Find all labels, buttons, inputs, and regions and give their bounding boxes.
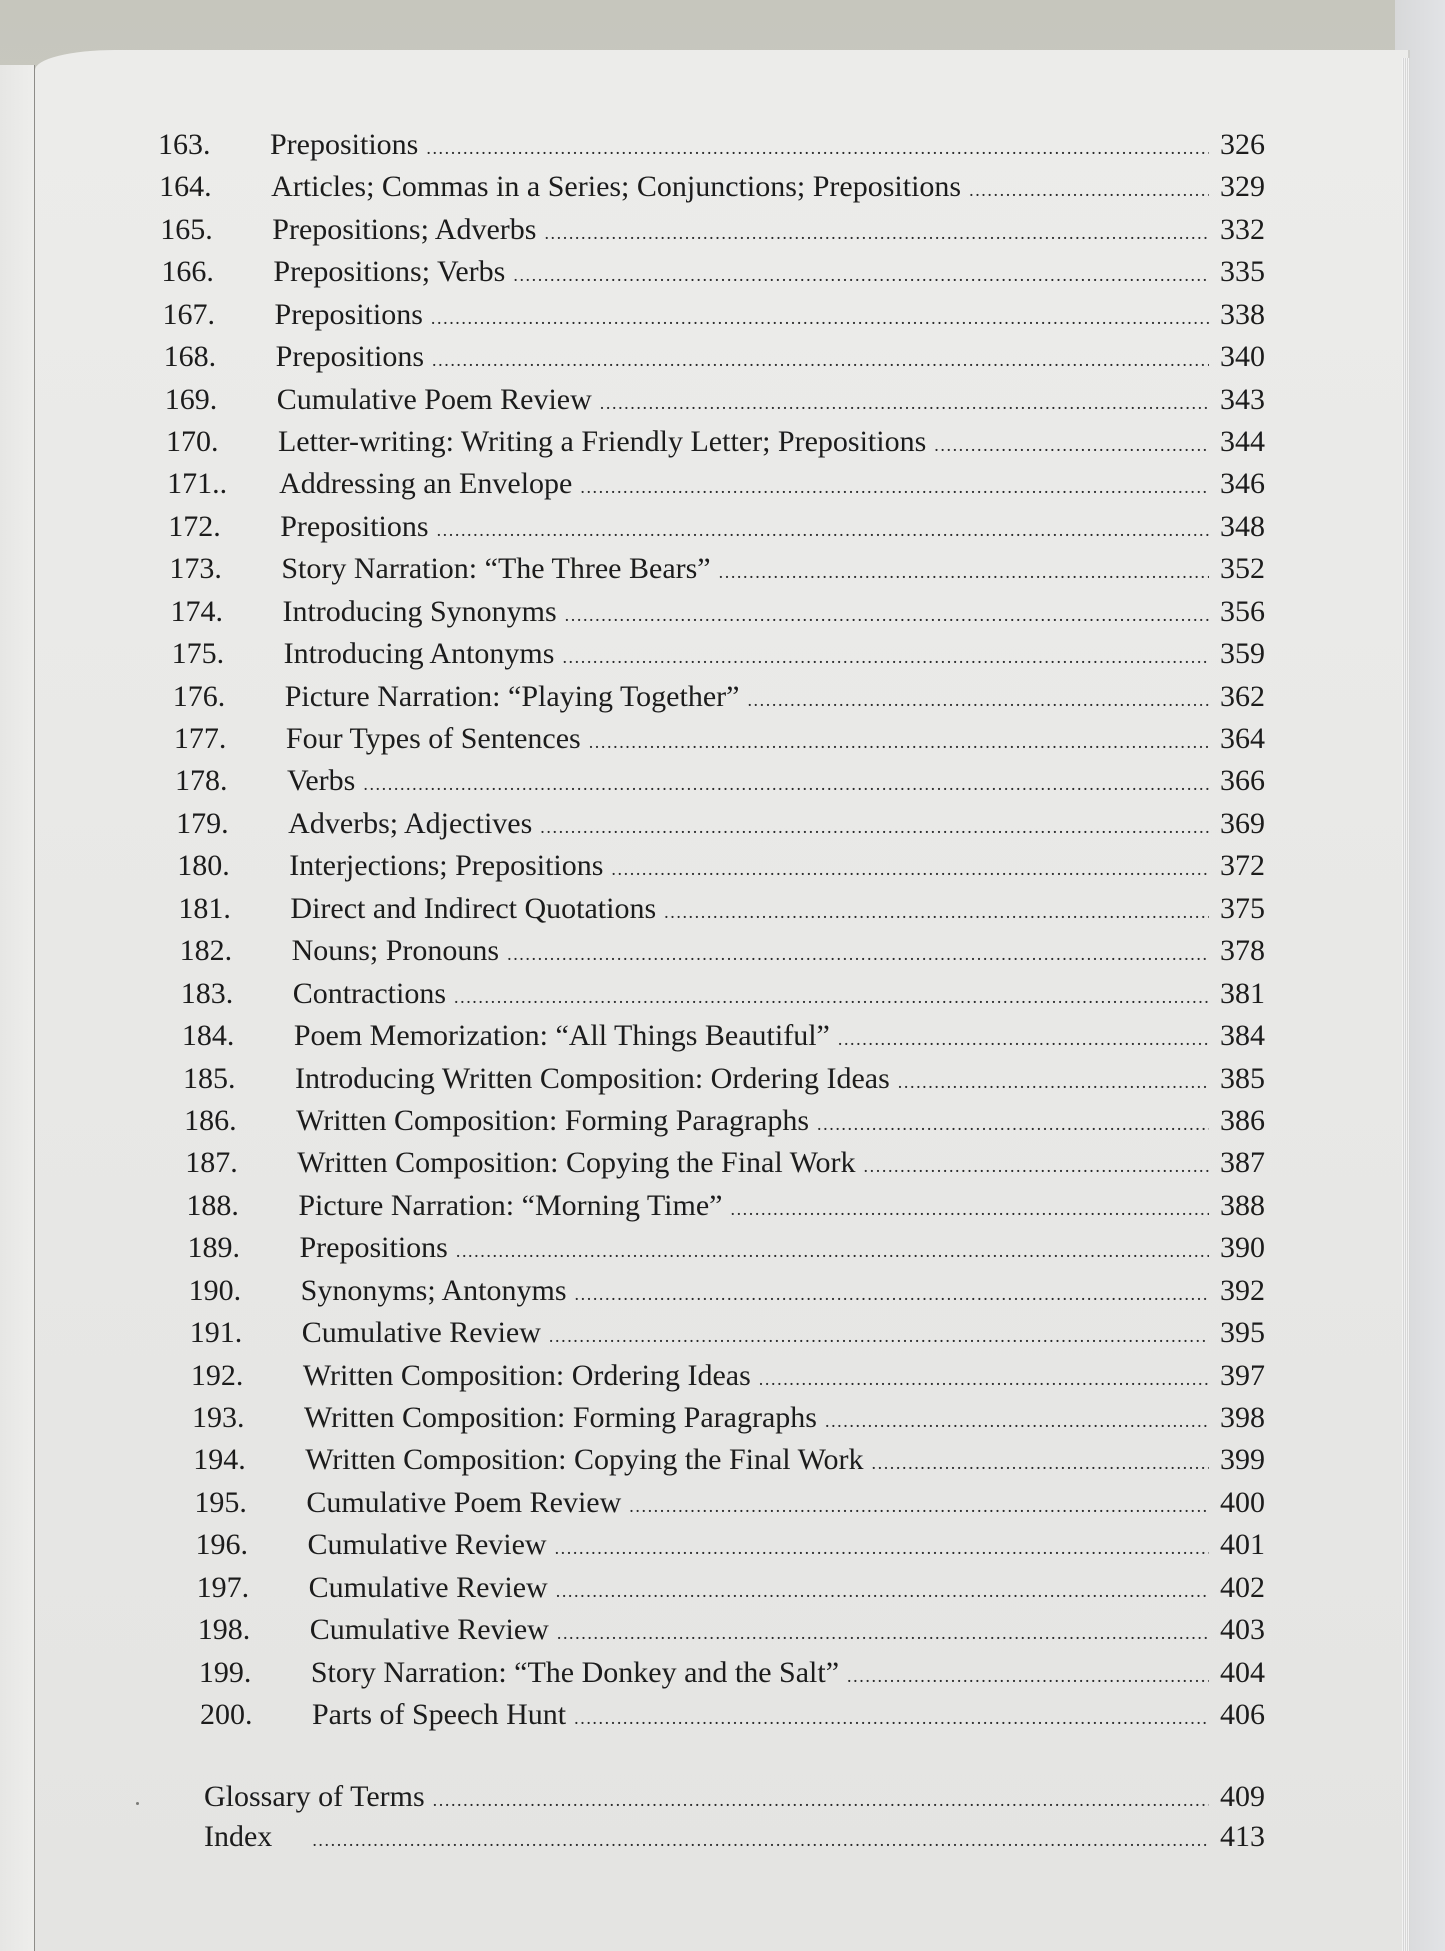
lesson-title: Introducing Synonyms: [282, 594, 557, 628]
page-number: 356: [1219, 594, 1265, 628]
dot-leader: [719, 563, 1209, 581]
lesson-title: Adverbs; Adjectives: [288, 806, 533, 840]
toc-entry: [193, 1445, 1265, 1475]
lesson-title: Letter-writing: Writing a Friendly Letter; Prepositions: [277, 425, 927, 459]
dot-leader: [431, 309, 1209, 327]
lesson-title: Cumulative Poem Review: [306, 1485, 622, 1519]
dot-leader: [562, 648, 1209, 666]
lesson-number: 175.: [171, 637, 225, 671]
page-number: 386: [1219, 1103, 1265, 1137]
toc-entry: [184, 1103, 1265, 1137]
lesson-number: 174.: [170, 594, 223, 628]
toc-entry: [188, 1233, 1265, 1263]
page-number: 364: [1219, 722, 1265, 756]
dot-leader: [574, 1709, 1209, 1727]
dot-leader: [969, 181, 1209, 199]
toc-entry: [185, 1148, 1265, 1178]
page-number: 397: [1219, 1358, 1265, 1392]
lesson-title: Picture Narration: “Playing Together”: [284, 679, 740, 713]
page-number: 400: [1219, 1485, 1265, 1519]
page-number: 352: [1219, 552, 1265, 586]
lesson-number: 168.: [163, 340, 217, 374]
toc-entry: [200, 1700, 1265, 1730]
lesson-number: 178.: [175, 764, 228, 798]
dot-leader: [312, 1831, 1209, 1849]
lesson-title: Written Composition: Forming Paragraphs: [304, 1400, 817, 1434]
dot-leader: [864, 1157, 1209, 1175]
lesson-number: 173.: [169, 552, 222, 586]
page-number: 401: [1219, 1528, 1265, 1562]
lesson-number: 171..: [167, 467, 228, 501]
lesson-number: 190.: [188, 1273, 242, 1307]
page-number: 403: [1219, 1613, 1265, 1647]
lesson-title: Prepositions; Adverbs: [272, 212, 537, 246]
lesson-number: 164.: [159, 170, 212, 204]
lesson-title: Picture Narration: “Morning Time”: [298, 1188, 723, 1222]
lesson-number: 197.: [196, 1570, 250, 1604]
toc-entry: [161, 257, 1265, 287]
toc-entry: [167, 469, 1265, 499]
lesson-title: Story Narration: “The Donkey and the Salt”: [310, 1655, 840, 1689]
dot-leader: [580, 478, 1209, 496]
page-number: 390: [1219, 1231, 1265, 1265]
toc-entry: [159, 172, 1265, 202]
lesson-number: 196.: [195, 1528, 248, 1562]
dot-leader: [437, 521, 1209, 539]
back-matter-title: Index: [204, 1820, 273, 1853]
page-number: 385: [1219, 1061, 1265, 1095]
page-number: 381: [1219, 976, 1265, 1010]
page-number: 387: [1219, 1146, 1265, 1180]
dot-leader: [549, 1327, 1209, 1345]
toc-entry: [190, 1358, 1265, 1392]
toc-entry: [198, 1655, 1265, 1689]
dot-leader: [589, 733, 1209, 751]
lesson-number: 163.: [158, 128, 211, 161]
dot-leader: [556, 1582, 1209, 1600]
page-number: 388: [1219, 1188, 1265, 1222]
dot-leader: [825, 1412, 1209, 1430]
page-number: 332: [1219, 212, 1265, 246]
lesson-number: 193.: [192, 1400, 245, 1434]
lesson-title: Prepositions: [275, 340, 425, 374]
toc-entry: [176, 806, 1265, 840]
lesson-number: 185.: [182, 1061, 236, 1095]
lesson-title: Cumulative Review: [308, 1570, 548, 1604]
lesson-number: 181.: [178, 891, 231, 925]
dot-leader: [544, 224, 1209, 242]
toc-entry: [175, 766, 1265, 796]
dot-leader: [847, 1667, 1209, 1685]
dot-leader: [817, 1115, 1209, 1133]
page-number: 413: [1220, 1820, 1265, 1853]
dot-leader: [600, 394, 1209, 412]
lesson-title: Addressing an Envelope: [279, 467, 573, 501]
dot-leader: [513, 266, 1209, 284]
lesson-title: Four Types of Sentences: [285, 722, 581, 756]
lesson-number: 165.: [160, 212, 213, 246]
dot-leader: [872, 1454, 1209, 1472]
toc-entry: [178, 891, 1265, 925]
lesson-number: 195.: [194, 1485, 247, 1519]
page-number: 335: [1219, 255, 1265, 289]
lesson-number: 184.: [181, 1019, 235, 1053]
page-number: 392: [1219, 1273, 1265, 1307]
lesson-number: 192.: [190, 1358, 244, 1392]
toc-entry: [182, 1021, 1265, 1051]
toc-entry: [192, 1400, 1265, 1434]
toc-entry: [174, 724, 1265, 754]
dot-leader: [629, 1497, 1209, 1515]
toc-entry: [177, 851, 1265, 881]
page-number: 404: [1219, 1655, 1265, 1689]
lesson-number: 180.: [177, 849, 230, 883]
toc-entry: [172, 639, 1265, 669]
lesson-title: Introducing Antonyms: [283, 637, 555, 671]
lesson-number: 189.: [187, 1231, 240, 1265]
page-number: 409: [1220, 1780, 1265, 1813]
lesson-title: Prepositions: [280, 509, 429, 543]
page-number: 340: [1219, 340, 1265, 374]
page-number: 372: [1219, 849, 1265, 883]
dot-leader: [540, 818, 1209, 836]
page-number: 399: [1219, 1443, 1265, 1477]
lesson-title: Articles; Commas in a Series; Conjunctions; Prepositions: [271, 170, 962, 204]
lesson-title: Story Narration: “The Three Bears”: [281, 552, 711, 586]
page-number: 326: [1220, 128, 1265, 161]
lesson-title: Verbs: [287, 764, 356, 798]
page-number: 362: [1219, 679, 1265, 713]
dot-leader: [730, 1200, 1209, 1218]
lesson-number: 187.: [185, 1146, 238, 1180]
page-number: 343: [1219, 382, 1265, 416]
lesson-number: 198.: [197, 1613, 251, 1647]
lesson-number: 199.: [198, 1655, 252, 1689]
lesson-title: Cumulative Poem Review: [276, 382, 592, 416]
page-number: 348: [1219, 509, 1265, 543]
lesson-number: 182.: [179, 934, 233, 968]
page-number: 369: [1219, 806, 1265, 840]
dot-leader: [565, 606, 1209, 624]
dot-leader: [363, 775, 1209, 793]
dot-leader: [433, 1791, 1209, 1809]
toc-entry: [180, 976, 1265, 1010]
lesson-number: 191.: [189, 1316, 243, 1350]
lesson-title: Written Composition: Forming Paragraphs: [296, 1103, 810, 1137]
toc-entry: [172, 679, 1265, 713]
page-number: 384: [1219, 1019, 1265, 1053]
lesson-number: 200.: [200, 1698, 253, 1731]
toc-entry: [160, 212, 1265, 246]
lesson-number: 188.: [186, 1188, 239, 1222]
lesson-number: 183.: [180, 976, 234, 1010]
page-number: 344: [1219, 425, 1265, 459]
dot-leader: [575, 1285, 1209, 1303]
toc-entry: [196, 1570, 1265, 1604]
lesson-title: Poem Memorization: “All Things Beautiful”: [293, 1019, 830, 1053]
lesson-number: 177.: [173, 722, 227, 756]
toc-entry: [164, 382, 1265, 416]
lesson-number: 194.: [193, 1443, 246, 1477]
page-number: 406: [1220, 1698, 1265, 1731]
toc-entry: [195, 1530, 1265, 1560]
lesson-title: Synonyms; Antonyms: [300, 1273, 567, 1307]
lesson-title: Interjections; Prepositions: [289, 849, 604, 883]
lesson-number: 169.: [164, 382, 218, 416]
lesson-title: Cumulative Review: [307, 1528, 547, 1562]
lesson-title: Written Composition: Copying the Final Work: [297, 1146, 856, 1180]
dot-leader: [454, 988, 1209, 1006]
dot-leader: [611, 860, 1209, 878]
lesson-number: 166.: [161, 255, 214, 289]
lesson-title: Cumulative Review: [309, 1613, 549, 1647]
toc-entry: [162, 297, 1265, 331]
toc-entry: [166, 427, 1265, 457]
dot-leader: [664, 903, 1209, 921]
toc-back-matter-entry: [204, 1822, 1265, 1852]
toc-entry: [164, 342, 1265, 372]
lesson-number: 172.: [168, 509, 221, 543]
toc-entry: [194, 1485, 1265, 1519]
toc-entry: [169, 554, 1265, 584]
dot-leader: [747, 691, 1209, 709]
lesson-number: 170.: [165, 425, 219, 459]
lesson-title: Prepositions: [270, 128, 419, 161]
lesson-number: 176.: [172, 679, 226, 713]
toc-entry: [190, 1318, 1265, 1348]
toc-entry: [158, 130, 1265, 160]
lesson-title: Nouns; Pronouns: [291, 934, 500, 968]
lesson-title: Cumulative Review: [301, 1316, 541, 1350]
lesson-title: Prepositions: [274, 297, 423, 331]
lesson-title: Direct and Indirect Quotations: [290, 891, 657, 925]
dot-leader: [456, 1242, 1209, 1260]
toc-entry: [168, 509, 1265, 543]
dot-leader: [507, 945, 1209, 963]
page-number: 395: [1219, 1316, 1265, 1350]
lesson-title: Introducing Written Composition: Ordering Ideas: [294, 1061, 890, 1095]
toc-entry: [198, 1615, 1265, 1645]
toc-entry: [188, 1273, 1265, 1307]
page-number: 329: [1219, 170, 1265, 204]
page-number: 359: [1219, 637, 1265, 671]
page-number: 402: [1219, 1570, 1265, 1604]
lesson-number: 167.: [162, 297, 216, 331]
page-number: 375: [1219, 891, 1265, 925]
lesson-number: 186.: [184, 1103, 237, 1137]
dot-leader: [432, 351, 1209, 369]
back-matter-title: Glossary of Terms: [204, 1780, 425, 1813]
page-number: 346: [1219, 467, 1265, 501]
dot-leader: [898, 1073, 1209, 1091]
dot-leader: [555, 1539, 1209, 1557]
toc-entry: [182, 1061, 1265, 1095]
page-number: 366: [1219, 764, 1265, 798]
dot-leader: [759, 1370, 1209, 1388]
lesson-title: Written Composition: Ordering Ideas: [302, 1358, 751, 1392]
page-number: 398: [1219, 1400, 1265, 1434]
dot-leader: [557, 1624, 1209, 1642]
lesson-title: Prepositions; Verbs: [273, 255, 506, 289]
toc-entry: [186, 1188, 1265, 1222]
toc-back-matter-entry: [204, 1782, 1265, 1812]
toc-entry: [170, 594, 1265, 628]
dot-leader: [934, 436, 1209, 454]
lesson-title: Contractions: [292, 976, 446, 1010]
lesson-title: Written Composition: Copying the Final Work: [305, 1443, 864, 1477]
lesson-title: Prepositions: [299, 1231, 448, 1265]
toc-entry: [180, 936, 1265, 966]
dot-leader: [838, 1030, 1209, 1048]
lesson-number: 179.: [176, 806, 229, 840]
lesson-title: Parts of Speech Hunt: [312, 1698, 567, 1731]
page-number: 378: [1219, 934, 1265, 968]
page-number: 338: [1219, 297, 1265, 331]
dot-leader: [426, 139, 1209, 157]
